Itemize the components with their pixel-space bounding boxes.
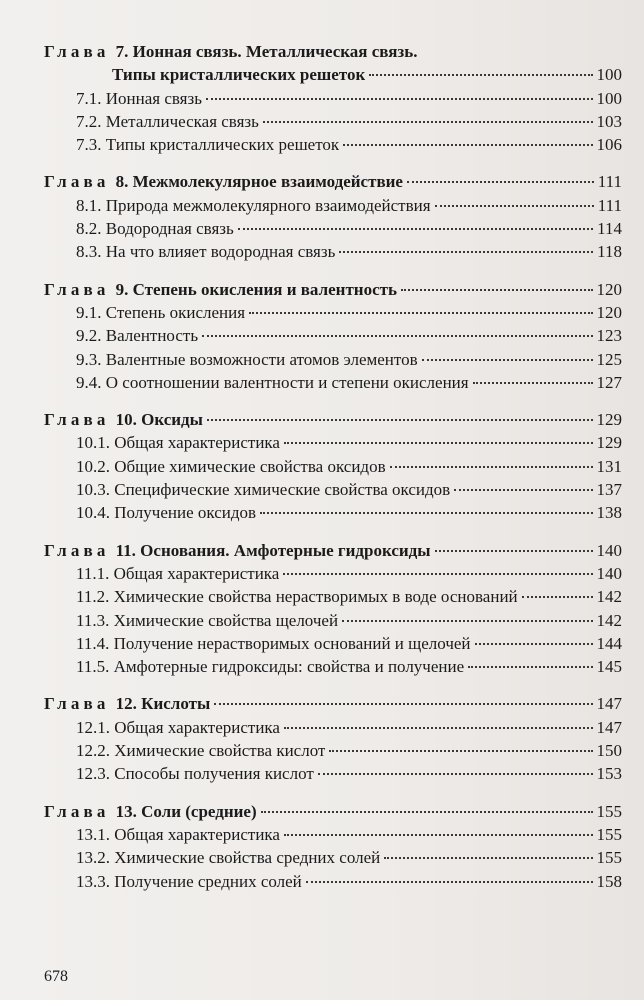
section-entry (44, 716, 622, 739)
section-page-number: 129 (596, 433, 622, 453)
dot-leader (261, 803, 593, 813)
section-entry (44, 194, 622, 217)
chapter-title (44, 170, 403, 193)
dot-leader (475, 635, 593, 645)
section-title: 10.4. Получение оксидов (76, 503, 257, 523)
chapter-page-number: 140 (596, 540, 622, 560)
section-title: 12.2. Химические свойства кислот (76, 741, 326, 761)
chapter-word: Глава (44, 801, 110, 821)
section-entry (44, 762, 622, 785)
chapter-word: Глава (44, 694, 110, 714)
section-title: 8.2. Водородная связь (76, 219, 234, 239)
section-title: 10.3. Специфические химические свойства оксидов (76, 480, 451, 500)
section-title: 10.1. Общая характеристика (76, 433, 280, 453)
section-title: 11.5. Амфотерные гидроксиды: свойства и получение (76, 657, 465, 677)
dot-leader (343, 136, 592, 146)
section-entry (44, 655, 622, 678)
dot-leader (214, 695, 592, 705)
dot-leader (306, 873, 593, 883)
dot-leader (206, 90, 593, 100)
dot-leader (283, 565, 592, 575)
section-title: 13.3. Получение средних солей (76, 871, 302, 891)
chapter-page-number: 111 (597, 172, 622, 192)
section-title: 8.1. Природа межмолекулярного взаимодействия (76, 195, 431, 215)
section-entry (44, 846, 622, 869)
chapter-title (112, 63, 365, 86)
section-page-number: 147 (596, 717, 622, 737)
dot-leader (318, 765, 593, 775)
section-page-number: 100 (596, 88, 622, 108)
chapter-word: Глава (44, 42, 110, 61)
section-entry (44, 240, 622, 263)
section-entry (44, 632, 622, 655)
section-page-number: 142 (596, 587, 622, 607)
chapter-heading-row (44, 278, 622, 301)
chapter-title (44, 800, 257, 823)
chapter-title-text: 10. Оксиды (115, 410, 203, 430)
section-title: 7.3. Типы кристаллических решеток (76, 135, 340, 155)
chapter-word: Глава (44, 540, 110, 560)
dot-leader (284, 434, 593, 444)
section-entry (44, 324, 622, 347)
section-title: 7.1. Ионная связь (76, 88, 202, 108)
dot-leader (454, 481, 592, 491)
section-page-number: 137 (596, 480, 622, 500)
table-of-contents (44, 40, 622, 907)
chapter-title (44, 692, 210, 715)
section-entry (44, 110, 622, 133)
dot-leader (473, 374, 593, 384)
section-title: 11.1. Общая характеристика (76, 563, 280, 583)
chapter-page-number: 155 (596, 801, 622, 821)
section-page-number: 125 (596, 349, 622, 369)
section-entry (44, 609, 622, 632)
dot-leader (342, 612, 592, 622)
dot-leader (263, 113, 593, 123)
section-entry (44, 455, 622, 478)
dot-leader (249, 304, 592, 314)
section-title: 12.3. Способы получения кислот (76, 764, 314, 784)
section-entry (44, 133, 622, 156)
chapter-title (44, 408, 203, 431)
section-page-number: 150 (596, 741, 622, 761)
section-page-number: 140 (596, 563, 622, 583)
section-title: 7.2. Металлическая связь (76, 111, 259, 131)
section-title: 9.2. Валентность (76, 326, 199, 346)
section-entry (44, 585, 622, 608)
chapter-block (44, 40, 622, 156)
section-page-number: 114 (597, 219, 622, 239)
section-title: 11.2. Химические свойства нерастворимых в воде оснований (76, 587, 518, 607)
chapter-title-text: Типы кристаллических решеток (112, 65, 366, 85)
dot-leader (238, 220, 593, 230)
chapter-heading-row (44, 408, 622, 431)
chapter-block (44, 800, 622, 893)
dot-leader (468, 658, 592, 668)
section-entry (44, 501, 622, 524)
dot-leader (384, 849, 592, 859)
section-entry (44, 301, 622, 324)
chapter-page-number: 120 (596, 279, 622, 299)
section-page-number: 131 (596, 456, 622, 476)
dot-leader (369, 66, 592, 76)
section-page-number: 158 (596, 871, 622, 891)
section-title: 13.1. Общая характеристика (76, 824, 280, 844)
chapter-heading-row (44, 539, 622, 562)
chapter-title-text: 11. Основания. Амфотерные гидроксиды (115, 540, 431, 560)
chapter-heading-row (44, 40, 622, 63)
section-title: 11.4. Получение нерастворимых оснований и щелочей (76, 633, 471, 653)
dot-leader (260, 504, 592, 514)
section-title: 11.3. Химические свойства щелочей (76, 610, 339, 630)
section-page-number: 118 (597, 242, 622, 262)
section-page-number: 155 (596, 824, 622, 844)
chapter-title (44, 539, 431, 562)
section-page-number: 144 (596, 633, 622, 653)
section-entry (44, 87, 622, 110)
page-number: 678 (44, 968, 68, 985)
chapter-title (44, 40, 418, 63)
section-page-number: 138 (596, 503, 622, 523)
section-title: 12.1. Общая характеристика (76, 717, 280, 737)
chapter-page-number: 129 (596, 410, 622, 430)
chapter-heading-row (44, 692, 622, 715)
section-page-number: 123 (596, 326, 622, 346)
chapter-block (44, 170, 622, 263)
section-title: 9.4. О соотношении валентности и степени окисления (76, 372, 469, 392)
dot-leader (202, 327, 592, 337)
chapter-block (44, 692, 622, 785)
section-page-number: 145 (596, 657, 622, 677)
chapter-block (44, 278, 622, 394)
chapter-block (44, 539, 622, 679)
chapter-page-number: 147 (596, 694, 622, 714)
section-title: 13.2. Химические свойства средних солей (76, 848, 381, 868)
dot-leader (435, 197, 594, 207)
section-entry (44, 870, 622, 893)
dot-leader (407, 173, 594, 183)
section-entry (44, 217, 622, 240)
chapter-title-text: 13. Соли (средние) (115, 801, 257, 821)
section-page-number: 120 (596, 302, 622, 322)
section-entry (44, 371, 622, 394)
chapter-word: Глава (44, 279, 110, 299)
section-entry (44, 431, 622, 454)
section-title: 9.3. Валентные возможности атомов элементов (76, 349, 418, 369)
dot-leader (522, 588, 593, 598)
chapter-word: Глава (44, 410, 110, 430)
chapter-word: Глава (44, 172, 110, 192)
chapter-title-text: 8. Межмолекулярное взаимодействие (115, 172, 403, 192)
section-title: 10.2. Общие химические свойства оксидов (76, 456, 386, 476)
dot-leader (207, 411, 593, 421)
section-page-number: 153 (596, 764, 622, 784)
chapter-title-text: 7. Ионная связь. Металлическая связь. (115, 42, 418, 61)
section-entry (44, 348, 622, 371)
dot-leader (422, 351, 593, 361)
chapter-title (44, 278, 397, 301)
section-page-number: 103 (596, 111, 622, 131)
section-entry (44, 823, 622, 846)
chapter-title-text: 12. Кислоты (115, 694, 211, 714)
section-entry (44, 478, 622, 501)
chapter-page-number: 100 (596, 65, 622, 85)
dot-leader (339, 243, 593, 253)
chapter-heading-row (44, 170, 622, 193)
section-page-number: 142 (596, 610, 622, 630)
chapter-heading-row (44, 800, 622, 823)
dot-leader (435, 542, 593, 552)
dot-leader (401, 281, 593, 291)
dot-leader (284, 719, 593, 729)
dot-leader (284, 826, 593, 836)
section-page-number: 106 (596, 135, 622, 155)
chapter-title-text: 9. Степень окисления и валентность (115, 279, 397, 299)
section-title: 9.1. Степень окисления (76, 302, 246, 322)
chapter-block (44, 408, 622, 524)
section-page-number: 111 (597, 195, 622, 215)
chapter-heading-row (44, 63, 622, 86)
section-page-number: 127 (596, 372, 622, 392)
dot-leader (390, 458, 593, 468)
section-title: 8.3. На что влияет водородная связь (76, 242, 336, 262)
section-entry (44, 739, 622, 762)
section-page-number: 155 (596, 848, 622, 868)
section-entry (44, 562, 622, 585)
dot-leader (329, 742, 592, 752)
